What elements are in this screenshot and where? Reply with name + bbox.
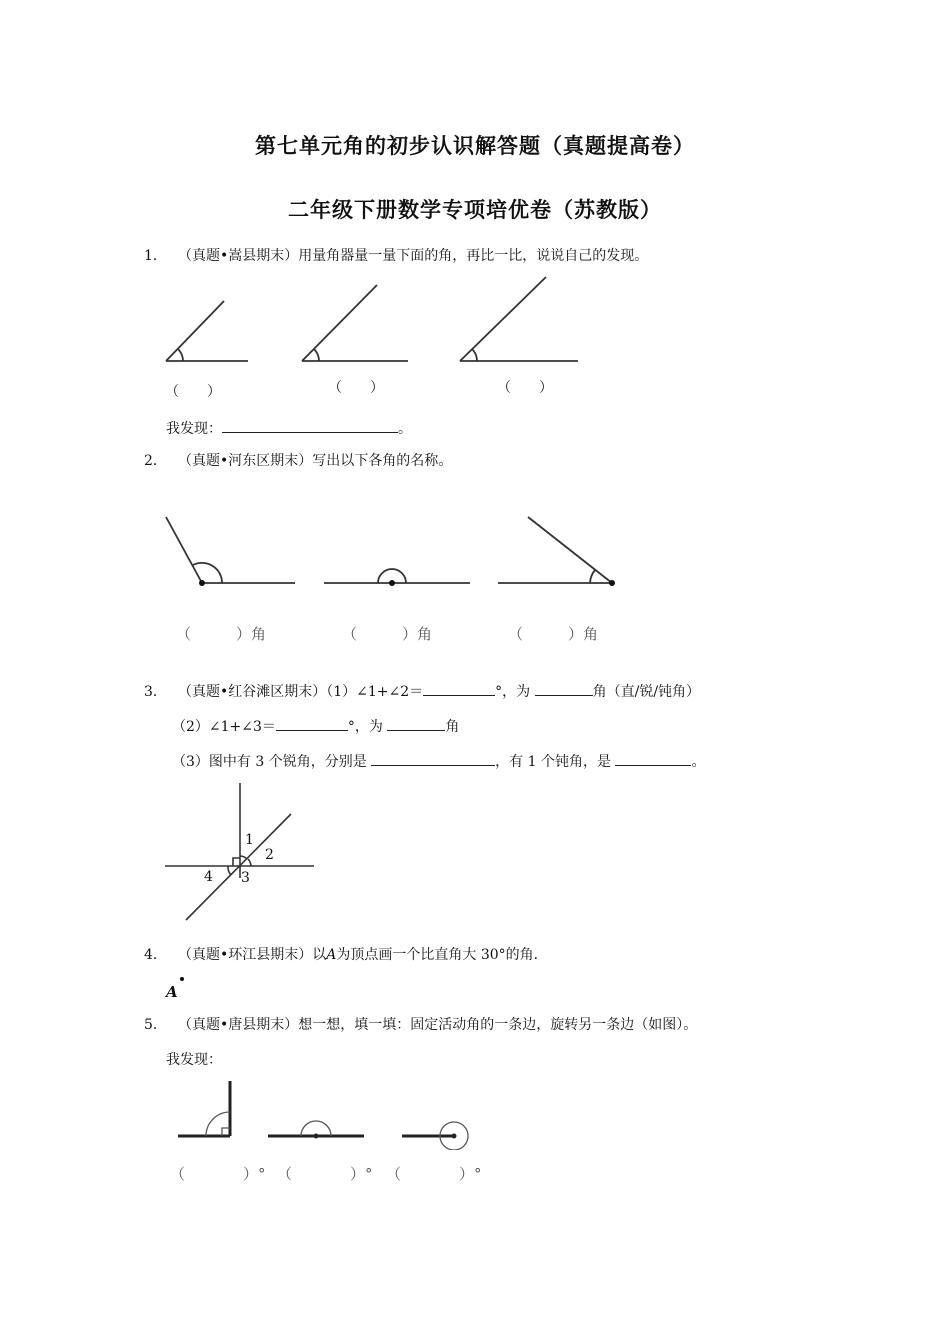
- q1-discover-line: 我发现： 。: [166, 418, 412, 438]
- acute-angle: [498, 517, 612, 583]
- point-dot: [180, 977, 184, 981]
- answer-blank[interactable]: [387, 716, 445, 731]
- q3-angle-diagram: [160, 778, 330, 928]
- label-4: 4: [204, 869, 213, 885]
- right-angle-mark: [233, 858, 240, 866]
- angle-2: [302, 285, 408, 361]
- question-3: 3． （真题•红谷滩区期末）（1）∠1+∠2＝ °，为 角（直/锐/钝角）: [144, 681, 700, 701]
- angle-1: [166, 301, 248, 361]
- label-3: 3: [241, 870, 250, 886]
- question-number: 5．: [144, 1017, 167, 1033]
- q5-caption-1: （ ）°: [170, 1165, 266, 1183]
- diagonal-line: [186, 814, 291, 920]
- question-number: 1．: [144, 248, 167, 264]
- q2-caption-2: （ ）角: [342, 625, 433, 643]
- point-label: A: [166, 983, 178, 1000]
- q2-angle-figures: [150, 505, 630, 600]
- question-number: 2．: [144, 453, 167, 469]
- answer-blank[interactable]: [535, 681, 593, 696]
- question-1: [144, 247, 648, 265]
- q1-caption-1: （ ）: [165, 384, 221, 400]
- vertex-dot: [199, 580, 205, 586]
- vertex-dot: [314, 1134, 319, 1139]
- angle-1-arc: [178, 349, 183, 361]
- answer-blank[interactable]: [276, 716, 348, 731]
- q5-caption-3: （ ）°: [386, 1165, 482, 1183]
- vertex-dot: [452, 1134, 457, 1139]
- question-number: 4．: [144, 947, 167, 963]
- q1-angle-figures: [150, 275, 600, 375]
- acute-angle-arc: [590, 570, 595, 583]
- q5-discover-label: 我发现：: [166, 1052, 222, 1068]
- q1-caption-2: （ ）: [328, 380, 384, 396]
- angle-2-arc: [314, 349, 319, 361]
- label-1: 1: [245, 832, 254, 848]
- angle-1-arc: [240, 856, 247, 859]
- question-2: [144, 452, 452, 470]
- answer-blank[interactable]: [371, 751, 495, 766]
- question-text: （真题•嵩县期末）用量角器量一量下面的角，再比一比，说说自己的发现。: [178, 248, 649, 264]
- angle-3: [460, 277, 578, 361]
- q2-caption-3: （ ）角: [508, 625, 599, 643]
- discover-label: 我发现：: [166, 421, 222, 437]
- angle-3-arc: [472, 349, 477, 361]
- answer-blank[interactable]: [615, 751, 691, 766]
- question-3-part-2: （2）∠1+∠3＝ °，为 角: [172, 716, 459, 736]
- q5-caption-2: （ ）°: [277, 1165, 373, 1183]
- answer-blank[interactable]: [423, 681, 495, 696]
- obtuse-angle: [166, 517, 295, 583]
- question-3-part-3: （3）图中有 3 个锐角，分别是 ，有 1 个钝角，是 。: [172, 751, 705, 771]
- question-number: 3．: [144, 684, 167, 700]
- question-4: 4． （真题•环江县期末）以A为顶点画一个比直角大 30°的角．: [144, 947, 548, 963]
- point-a: [164, 974, 194, 1000]
- vertex-dot: [389, 580, 395, 586]
- q1-caption-3: （ ）: [497, 380, 553, 396]
- right-angle-arc: [206, 1112, 230, 1136]
- answer-blank[interactable]: [222, 418, 398, 433]
- angle-2-arc: [248, 859, 251, 866]
- page-subtitle: 二年级下册数学专项培优卷（苏教版）: [288, 198, 662, 222]
- question-text: （真题•唐县期末）想一想，填一填：固定活动角的一条边，旋转另一条边（如图）。: [178, 1017, 698, 1033]
- page-title: 第七单元角的初步认识解答题（真题提高卷）: [255, 134, 695, 158]
- q2-caption-1: （ ）角: [176, 625, 267, 643]
- question-5: [144, 1016, 697, 1034]
- question-text: （真题•河东区期末）写出以下各角的名称。: [178, 453, 453, 469]
- vertex-dot: [609, 580, 615, 586]
- label-2: 2: [265, 847, 274, 863]
- q5-angle-figures: [170, 1075, 490, 1150]
- angle-4-arc: [228, 866, 231, 875]
